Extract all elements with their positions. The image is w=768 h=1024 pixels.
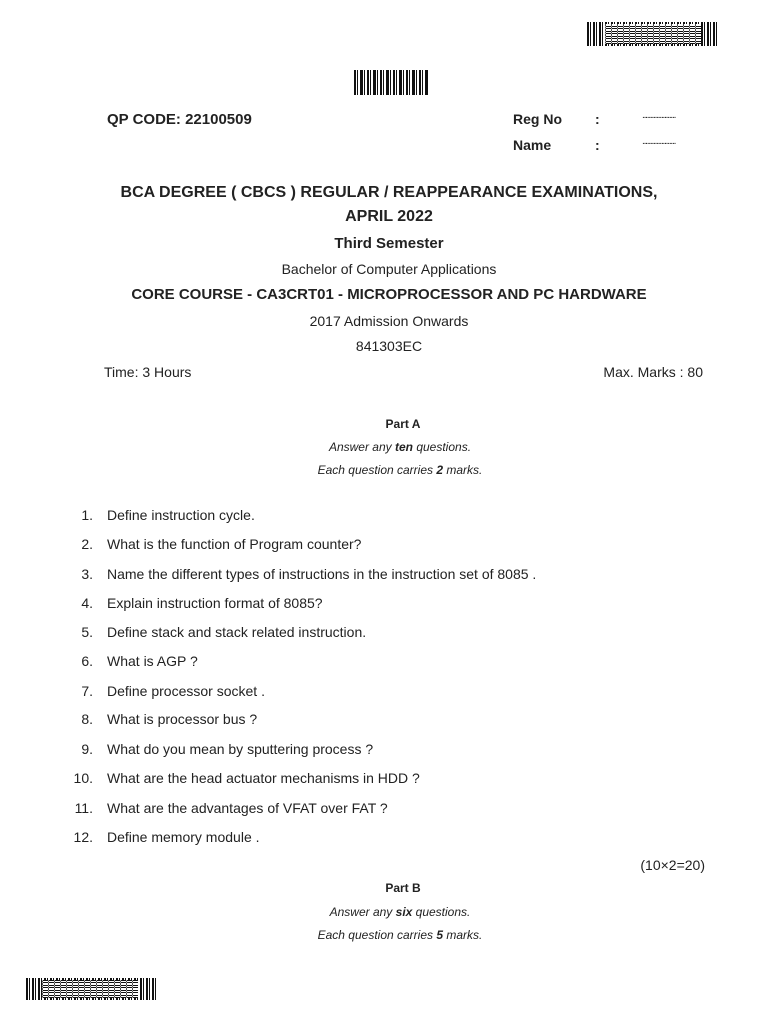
part-b-instr1-bold: six: [395, 905, 413, 919]
part-a-marks-formula: (10×2=20): [640, 857, 705, 873]
part-a-instruction-1: [0, 440, 768, 454]
name-colon: :: [595, 137, 600, 153]
question-number: 9.: [81, 741, 93, 757]
qp-code: QP CODE: 22100509: [107, 111, 252, 128]
question-text: Define memory module .: [107, 829, 260, 845]
question-number: 10.: [73, 770, 93, 786]
programme: Bachelor of Computer Applications: [281, 261, 497, 277]
question-text: What is processor bus ?: [107, 711, 258, 727]
question-text: What is the function of Program counter?: [107, 536, 362, 552]
reg-no-label: Reg No: [513, 111, 562, 127]
part-b-instr1-post: questions.: [412, 905, 471, 919]
question-text: Define processor socket .: [107, 683, 265, 699]
max-marks: Max. Marks : 80: [603, 364, 703, 380]
name-label: Name: [513, 137, 552, 153]
part-b-instr1-pre: Answer any: [329, 905, 396, 919]
reg-no-colon: :: [595, 111, 600, 127]
part-a-title: Part A: [385, 417, 421, 431]
bottom-left-barcode: [26, 978, 156, 1000]
question-text: Define instruction cycle.: [107, 507, 255, 523]
part-a-instr1-post: questions.: [412, 440, 472, 454]
part-b-instr2-pre: Each question carries: [317, 928, 437, 942]
question-text: Explain instruction format of 8085?: [107, 595, 323, 611]
question-text: What do you mean by sputtering process ?: [107, 741, 374, 757]
reg-no-field[interactable]: .....................: [642, 110, 676, 121]
exam-title-line1: BCA DEGREE ( CBCS ) REGULAR / REAPPEARANCE EXAMINATIONS,: [120, 184, 658, 201]
top-right-barcode: [587, 22, 717, 46]
part-a-instr2-post: marks.: [443, 463, 483, 477]
question-number: 1.: [81, 507, 93, 523]
part-b-instr2-post: marks.: [443, 928, 483, 942]
question-number: 6.: [81, 653, 93, 669]
question-number: 12.: [73, 829, 93, 845]
question-text: Define stack and stack related instruction.: [107, 624, 367, 640]
question-text: Name the different types of instructions in the instruction set of 8085 .: [107, 566, 537, 582]
part-a-instr2-bold: 2: [436, 463, 444, 477]
part-a-instr2-pre: Each question carries: [317, 463, 437, 477]
part-a-instr1-bold: ten: [394, 440, 413, 454]
course-title: CORE COURSE - CA3CRT01 - MICROPROCESSOR AND PC HARDWARE: [131, 286, 647, 303]
part-b-instr2-bold: 5: [436, 928, 444, 942]
part-b-title: Part B: [385, 881, 421, 895]
center-barcode: [354, 70, 428, 95]
paper-code: 841303EC: [355, 338, 423, 354]
question-number: 7.: [81, 683, 93, 699]
part-a-instr1-pre: Answer any: [328, 440, 395, 454]
semester: Third Semester: [334, 235, 444, 252]
question-number: 11.: [74, 800, 93, 816]
part-b-instruction-1: [0, 905, 768, 919]
question-number: 4.: [81, 595, 93, 611]
question-text: What are the advantages of VFAT over FAT ?: [107, 800, 388, 816]
admission: 2017 Admission Onwards: [309, 313, 469, 329]
question-text: What are the head actuator mechanisms in HDD ?: [107, 770, 420, 786]
question-number: 8.: [81, 711, 93, 727]
question-number: 5.: [81, 624, 93, 640]
exam-title-line2: APRIL 2022: [345, 208, 433, 225]
name-field[interactable]: .....................: [642, 136, 676, 147]
time-allowed: Time: 3 Hours: [104, 364, 192, 380]
part-b-instruction-2: [0, 928, 768, 942]
question-number: 3.: [81, 566, 93, 582]
question-number: 2.: [81, 536, 93, 552]
part-a-instruction-2: [0, 463, 768, 477]
question-text: What is AGP ?: [107, 653, 198, 669]
